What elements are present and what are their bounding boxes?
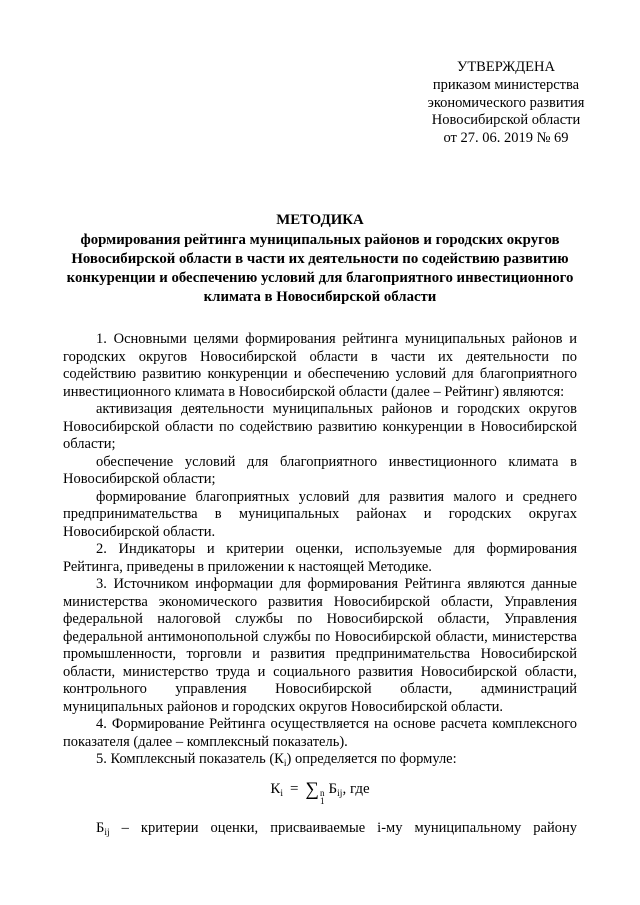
formula-tail: , где <box>342 780 370 797</box>
approval-stamp <box>410 59 602 148</box>
formula-rhs: Б <box>328 780 338 797</box>
document-subtitle: формирования рейтинга муниципальных районов и городских округов Новосибирской области в части их деятельности по содействию развитию конкуренции и обеспечению условий для благоприятного инвестиционного климата в Новосибирской области <box>66 232 574 305</box>
approval-line: УТВЕРЖДЕНА <box>457 59 555 75</box>
approval-line: приказом министерства <box>432 76 580 93</box>
criteria-definition-text: – критерии оценки, присваиваемые i-му муниципальному району <box>109 819 577 836</box>
document-title: МЕТОДИКА <box>276 212 364 228</box>
formula-lhs-subscript: i <box>280 788 284 799</box>
paragraph-sme-conditions: формирование благоприятных условий для развития малого и среднего предпринимательства в муниципальных районах и городских округах Новосибирской области. <box>63 488 577 540</box>
paragraph-rating-formation: 4. Формирование Рейтинга осуществляется на основе расчета комплексного показателя (далее – комплексный показатель). <box>63 716 577 750</box>
summation-lower-limit: 1 <box>320 795 325 806</box>
criteria-subscript: ij <box>104 827 110 838</box>
equals-sign: = <box>290 780 299 797</box>
document-body <box>63 331 577 837</box>
summation-upper-limit: n <box>320 787 325 798</box>
paragraph-information-sources: 3. Источником информации для формирования Рейтинга являются данные министерства экономического развития Новосибирской области, Управления федеральной налоговой службы по Новосибирской области, Управления федеральной антимонопольной службы по Новосибирской области, министерства промышленности, торговли и развития предпринимательства Новосибирской области, министерство труда и социального развития Новосибирской области, контрольного управления Новосибирской области, администраций муниципальных районов и городских округов Новосибирской области. <box>63 576 577 715</box>
paragraph-goals: 1. Основными целями формирования рейтинга муниципальных районов и городских округов Новосибирской области в части их деятельности по содействию развитию конкуренции и обеспечению условий для благоприятного инвестиционного климата в Новосибирской области (далее – Рейтинг) являются: <box>63 331 577 400</box>
formula <box>63 778 577 806</box>
approval-date-number-line: от 27. 06. 2019 № 69 <box>443 130 569 147</box>
complex-indicator-text: 5. Комплексный показатель (К <box>96 751 284 767</box>
summation-limits <box>320 789 325 805</box>
paragraph-activation: активизация деятельности муниципальных районов и городских округов Новосибирской области по содействию развитию конкуренции в Новосибирской области; <box>63 401 577 452</box>
complex-indicator-text-after: ) определяется по формуле: <box>286 751 457 767</box>
formula-rhs-subscript: ij <box>337 788 343 799</box>
summation-symbol: ∑ <box>305 778 320 800</box>
approval-line: Новосибирской области <box>431 112 581 129</box>
paragraph-investment-conditions: обеспечение условий для благоприятного инвестиционного климата в Новосибирской области; <box>63 453 577 487</box>
paragraph-criteria-definition <box>63 820 577 838</box>
approval-line: экономического развития <box>427 94 585 111</box>
criteria-symbol: Б <box>96 819 105 836</box>
formula-lhs: К <box>270 780 281 797</box>
complex-indicator-subscript: i <box>283 759 287 769</box>
paragraph-complex-indicator <box>63 751 577 769</box>
title-block <box>63 211 577 307</box>
paragraph-indicators: 2. Индикаторы и критерии оценки, используемые для формирования Рейтинга, приведены в приложении к настоящей Методике. <box>63 541 577 575</box>
